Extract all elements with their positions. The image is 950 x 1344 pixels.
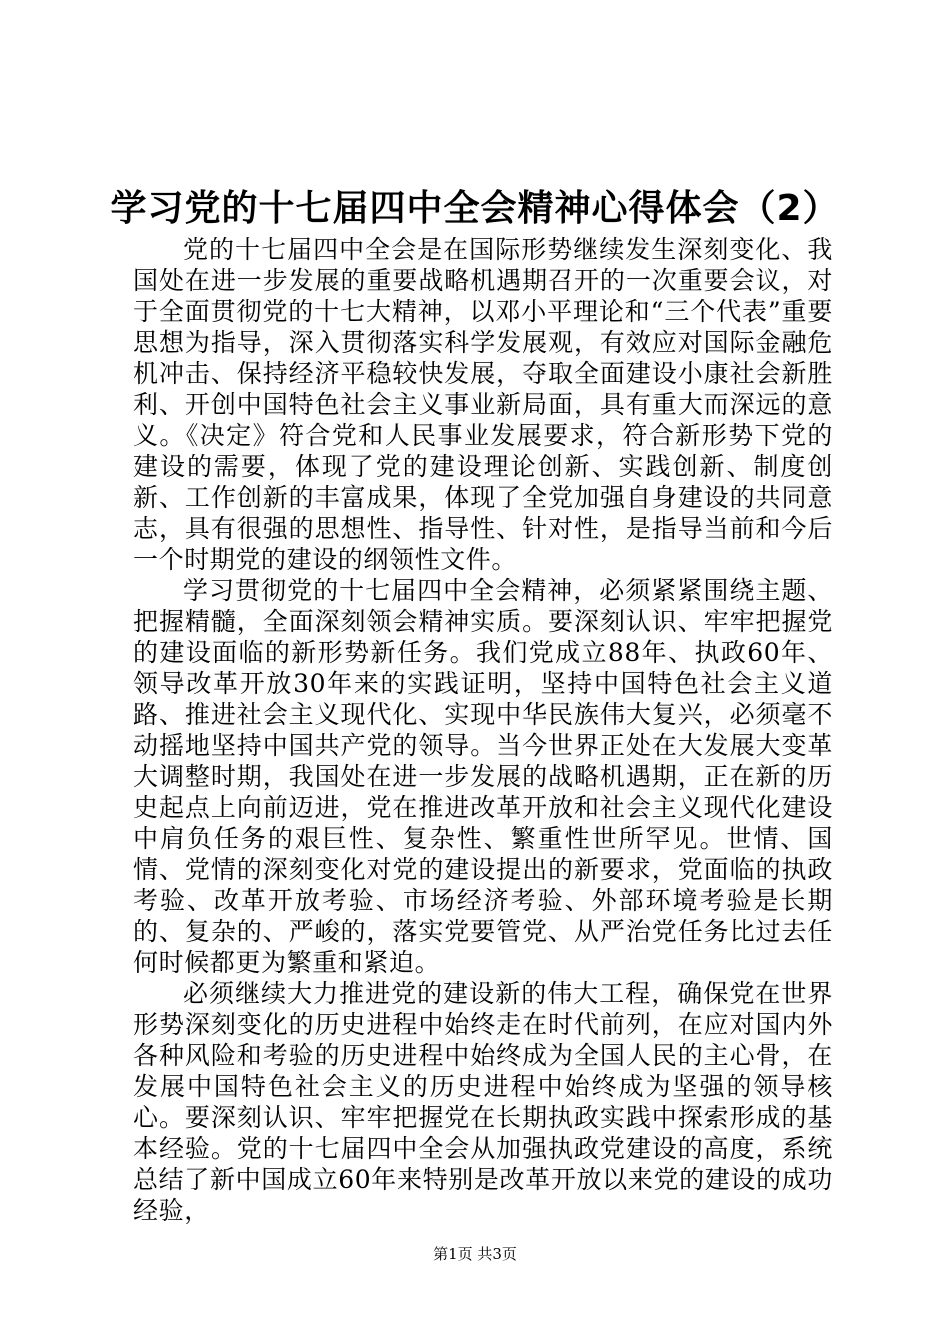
page-footer (0, 1244, 950, 1264)
paragraph-1: 党的十七届四中全会是在国际形势继续发生深刻变化、我国处在进一步发展的重要战略机遇期召开的一次重要会议，对于全面贯彻党的十七大精神，以邓小平理论和“三个代表”重要思想为指导，深入贯彻落实科学发展观，有效应对国际金融危机冲击、保持经济平稳较快发展，夺取全面建设小康社会新胜利、开创中国特色社会主义事业新局面，具有重大而深远的意义。《决定》符合党和人民事业发展要求，符合新形势下党的建设的需要，体现了党的建设理论创新、实践创新、制度创新、工作创新的丰富成果，体现了全党加强自身建设的共同意志，具有很强的思想性、指导性、针对性，是指导当前和今后一个时期党的建设的纲领性文件。 (133, 235, 833, 574)
paragraph-2: 学习贯彻党的十七届四中全会精神，必须紧紧围绕主题、把握精髓，全面深刻领会精神实质。要深刻认识、牢牢把握党的建设面临的新形势新任务。我们党成立88年、执政60年、领导改革开放30年来的实践证明，坚持中国特色社会主义道路、推进社会主义现代化、实现中华民族伟大复兴，必须毫不动摇地坚持中国共产党的领导。当今世界正处在大发展大变革大调整时期，我国处在进一步发展的战略机遇期，正在新的历史起点上向前迈进，党在推进改革开放和社会主义现代化建设中肩负任务的艰巨性、复杂性、繁重性世所罕见。世情、国情、党情的深刻变化对党的建设提出的新要求，党面临的执政考验、改革开放考验、市场经济考验、外部环境考验是长期的、复杂的、严峻的，落实党要管党、从严治党任务比过去任何时候都更为繁重和紧迫。 (133, 576, 833, 977)
document-body (133, 234, 833, 1226)
paragraph-3: 必须继续大力推进党的建设新的伟大工程，确保党在世界形势深刻变化的历史进程中始终走在时代前列，在应对国内外各种风险和考验的历史进程中始终成为全国人民的主心骨，在发展中国特色社会主义的历史进程中始终成为坚强的领导核心。要深刻认识、牢牢把握党在长期执政实践中探索形成的基本经验。党的十七届四中全会从加强执政党建设的高度，系统总结了新中国成立60年来特别是改革开放以来党的建设的成功经验， (133, 979, 833, 1225)
document-title: 学习党的十七届四中全会精神心得体会（2） (110, 188, 840, 229)
page-number: 第1页 共3页 (433, 1245, 517, 1263)
